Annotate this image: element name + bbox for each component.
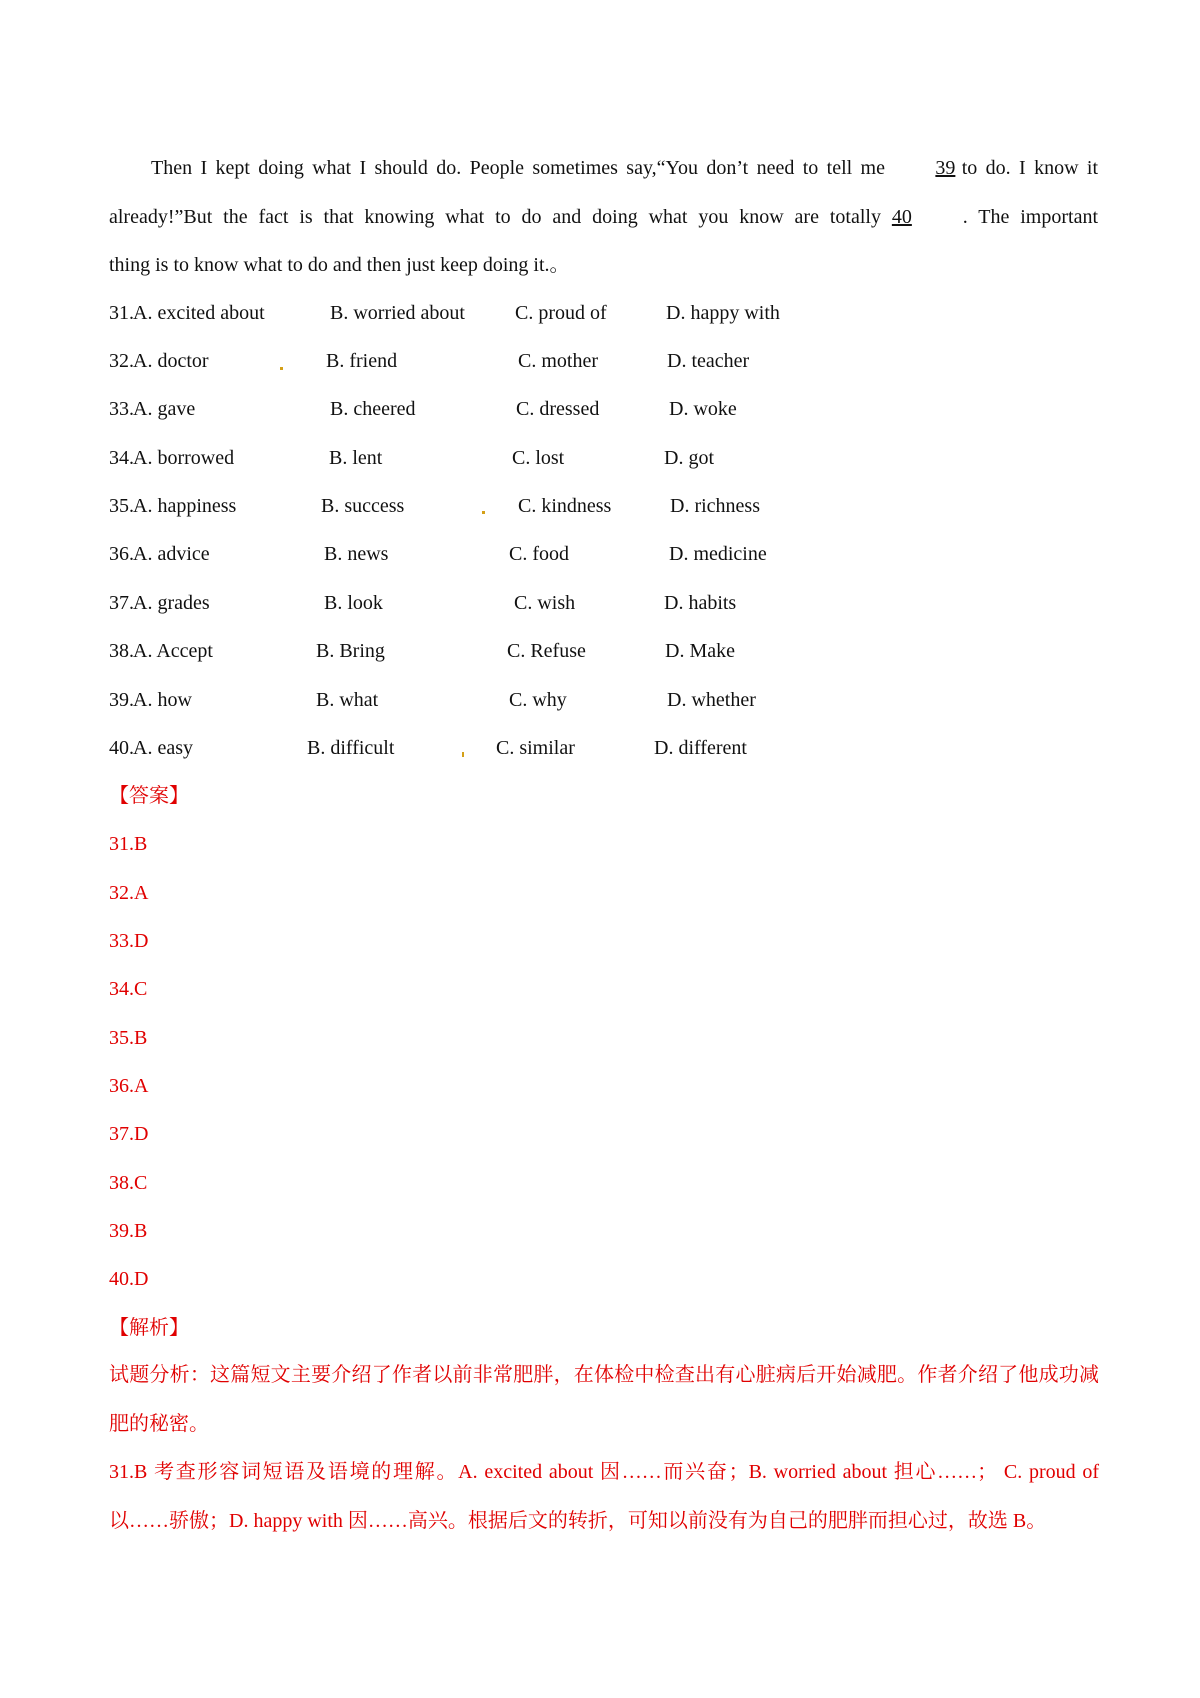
option-d: D. teacher bbox=[667, 350, 750, 372]
question-number: 35. bbox=[109, 495, 134, 517]
question-number: 33. bbox=[109, 398, 134, 420]
option-d: D. woke bbox=[669, 398, 737, 420]
stray-mark bbox=[462, 752, 464, 757]
option-a: A. excited about bbox=[133, 302, 265, 324]
option-d: D. got bbox=[664, 447, 714, 469]
passage-text: already!”But the fact is that knowing what to do and doing what you know are totally bbox=[109, 206, 881, 228]
option-b: B. lent bbox=[329, 447, 383, 469]
answer-33: 33.D bbox=[109, 930, 149, 952]
answer-31: 31.B bbox=[109, 833, 148, 855]
answer-40: 40.D bbox=[109, 1268, 149, 1290]
option-a: A. borrowed bbox=[133, 447, 235, 469]
question-number: 31. bbox=[109, 302, 134, 324]
option-d: D. happy with bbox=[666, 302, 780, 324]
stray-mark bbox=[482, 511, 485, 514]
answer-34: 34.C bbox=[109, 978, 148, 1000]
question-number: 36. bbox=[109, 543, 134, 565]
option-b: B. what bbox=[316, 689, 379, 711]
passage-line-3: thing is to know what to do and then just keep doing it.。 bbox=[109, 254, 570, 276]
option-a: A. grades bbox=[133, 592, 210, 614]
answer-35: 35.B bbox=[109, 1027, 148, 1049]
option-b: B. Bring bbox=[316, 640, 385, 662]
answer-38: 38.C bbox=[109, 1172, 148, 1194]
passage-text: Then I kept doing what I should do. People sometimes say,“You don’t need to tell me bbox=[151, 157, 885, 179]
analysis-heading: 【解析】 bbox=[109, 1317, 189, 1339]
question-number: 34. bbox=[109, 447, 134, 469]
option-c: C. proud of bbox=[515, 302, 607, 324]
option-a: A. doctor bbox=[133, 350, 209, 372]
passage-line-1 bbox=[109, 144, 1098, 193]
blank-40: 40 bbox=[891, 206, 912, 228]
analysis-summary: 试题分析：这篇短文主要介绍了作者以前非常肥胖，在体检中检查出有心脏病后开始减肥。作者介绍了他成功减肥的秘密。 bbox=[109, 1364, 1099, 1435]
passage-text: to do. I know it bbox=[961, 157, 1099, 179]
answer-36: 36.A bbox=[109, 1075, 149, 1097]
option-c: C. mother bbox=[518, 350, 598, 372]
option-b: B. success bbox=[321, 495, 405, 517]
question-number: 39. bbox=[109, 689, 134, 711]
question-number: 40. bbox=[109, 737, 134, 759]
answer-37: 37.D bbox=[109, 1123, 149, 1145]
option-c: C. Refuse bbox=[507, 640, 586, 662]
option-c: C. similar bbox=[496, 737, 575, 759]
answer-39: 39.B bbox=[109, 1220, 148, 1242]
answer-32: 32.A bbox=[109, 882, 149, 904]
passage-text: . The important bbox=[962, 206, 1099, 228]
option-d: D. different bbox=[654, 737, 747, 759]
option-c: C. dressed bbox=[516, 398, 600, 420]
option-d: D. richness bbox=[670, 495, 760, 517]
option-b: B. news bbox=[324, 543, 389, 565]
option-a: A. Accept bbox=[133, 640, 213, 662]
question-number: 32. bbox=[109, 350, 134, 372]
option-d: D. habits bbox=[664, 592, 737, 614]
option-b: B. worried about bbox=[330, 302, 465, 324]
option-c: C. food bbox=[509, 543, 569, 565]
option-a: A. gave bbox=[133, 398, 196, 420]
option-c: C. wish bbox=[514, 592, 576, 614]
stray-mark bbox=[280, 367, 283, 370]
option-c: C. kindness bbox=[518, 495, 612, 517]
option-b: B. friend bbox=[326, 350, 398, 372]
option-a: A. how bbox=[133, 689, 192, 711]
option-d: D. whether bbox=[667, 689, 756, 711]
question-number: 37. bbox=[109, 592, 134, 614]
answer-heading: 【答案】 bbox=[109, 785, 189, 807]
option-b: B. look bbox=[324, 592, 383, 614]
option-a: A. advice bbox=[133, 543, 210, 565]
option-d: D. Make bbox=[665, 640, 735, 662]
analysis-q31: 31.B 考查形容词短语及语境的理解。A. excited about 因……而兴奋；B. worried about 担心……； C. proud of 以……骄傲；D. happy with 因……高兴。根据后文的转折，可知以前没有为自己的肥胖而担心过，故选 B。 bbox=[109, 1461, 1099, 1532]
blank-39: 39 bbox=[935, 157, 956, 179]
option-a: A. easy bbox=[133, 737, 193, 759]
option-d: D. medicine bbox=[669, 543, 767, 565]
option-b: B. difficult bbox=[307, 737, 395, 759]
option-b: B. cheered bbox=[330, 398, 416, 420]
question-number: 38. bbox=[109, 640, 134, 662]
option-c: C. lost bbox=[512, 447, 565, 469]
passage-line-2 bbox=[109, 193, 1098, 242]
option-c: C. why bbox=[509, 689, 567, 711]
option-a: A. happiness bbox=[133, 495, 237, 517]
